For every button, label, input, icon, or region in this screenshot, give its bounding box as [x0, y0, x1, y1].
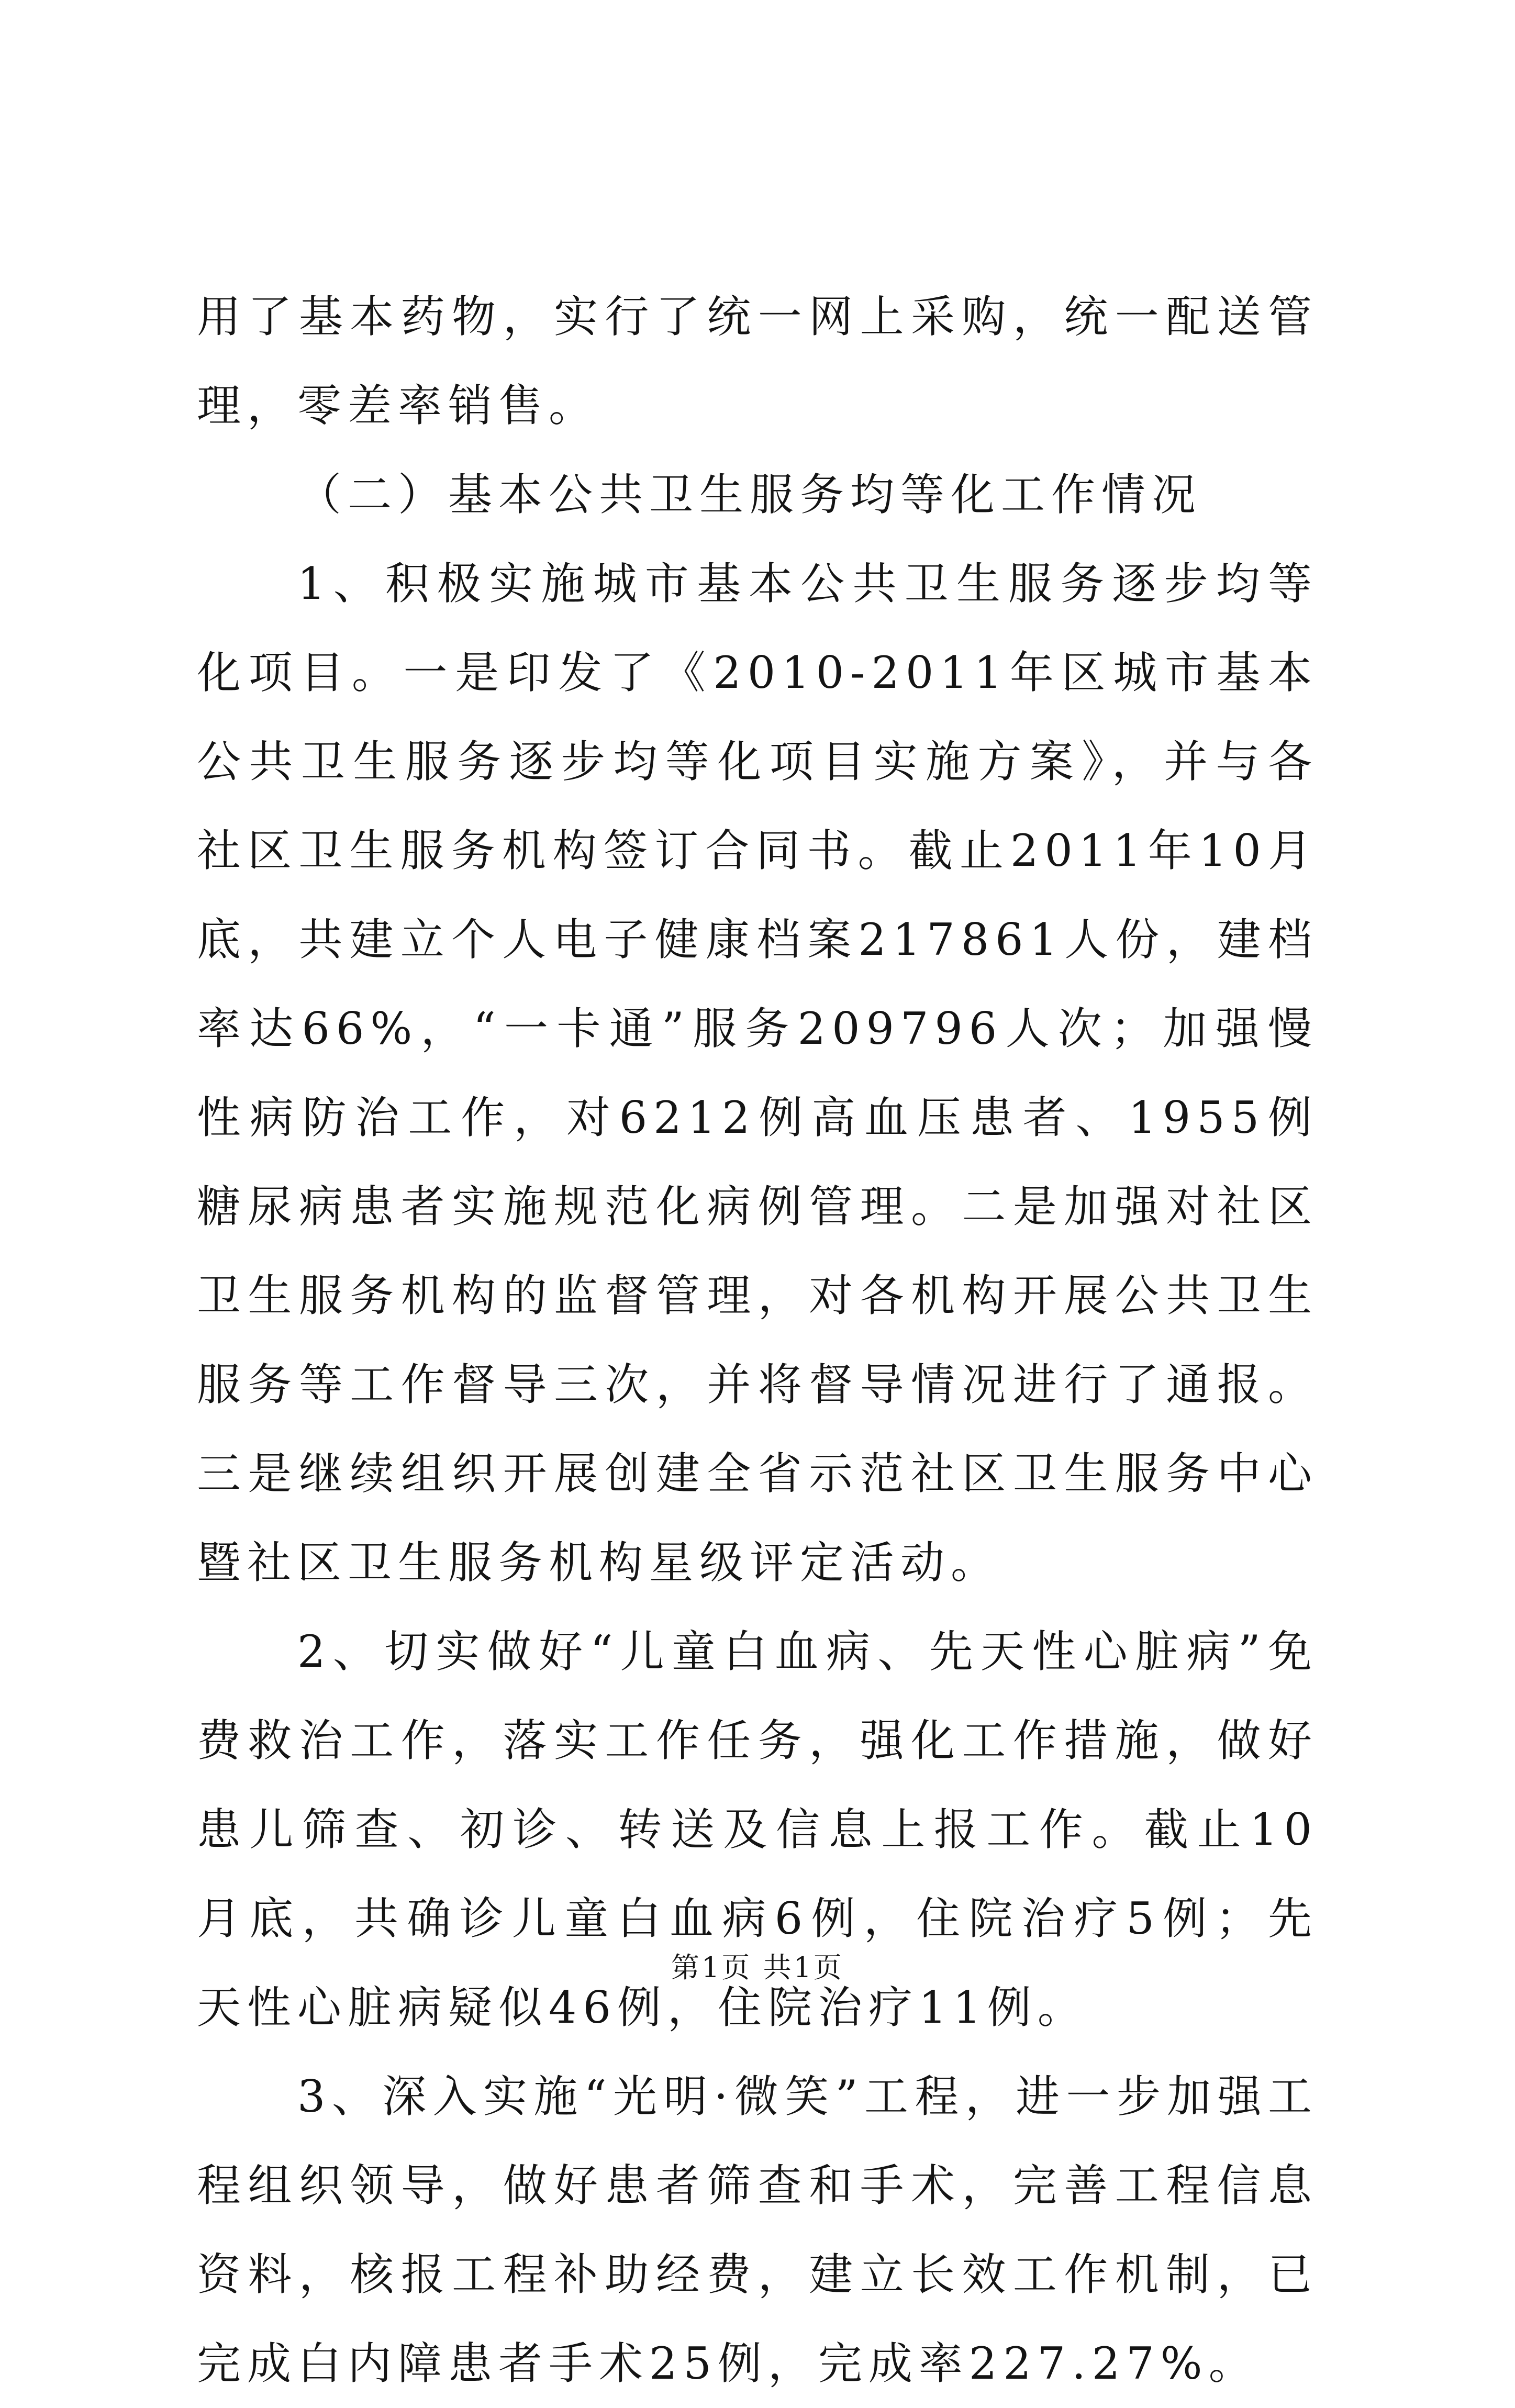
paragraph-item-1: 1、积极实施城市基本公共卫生服务逐步均等化项目。一是印发了《2010-2011年区城市基本公共卫生服务逐步均等化项目实施方案》，并与各社区卫生服务机构签订合同书。截止2011年10月底，共建立个人电子健康档案217861人份，建档率达66%，“一卡通”服务209796人次；加强慢性病防治工作，对6212例高血压患者、1955例糖尿病患者实施规范化病例管理。二是加强对社区卫生服务机构的监督管理，对各机构开展公共卫生服务等工作督导三次，并将督导情况进行了通报。三是继续组织开展创建全省示范社区卫生服务中心暨社区卫生服务机构星级评定活动。 [197, 558, 1318, 1588]
document-body [197, 272, 1318, 2408]
paragraph-continuation: 用了基本药物，实行了统一网上采购，统一配送管理，零差率销售。 [197, 291, 1318, 431]
paragraph-item-3: 3、深入实施“光明·微笑”工程，进一步加强工程组织领导，做好患者筛查和手术，完善工程信息资料，核报工程补助经费，建立长效工作机制，已完成白内障患者手术25例，完成率227.27%。 [197, 2071, 1318, 2389]
paragraph-item-2: 2、切实做好“儿童白血病、先天性心脏病”免费救治工作，落实工作任务，强化工作措施，做好患儿筛查、初诊、转送及信息上报工作。截止10月底，共确诊儿童白血病6例，住院治疗5例；先天性心脏病疑似46例，住院治疗11例。 [197, 1626, 1318, 2033]
page-footer: 第1页 共1页 [671, 1951, 844, 1984]
section-heading: （二）基本公共卫生服务均等化工作情况 [297, 469, 1202, 520]
